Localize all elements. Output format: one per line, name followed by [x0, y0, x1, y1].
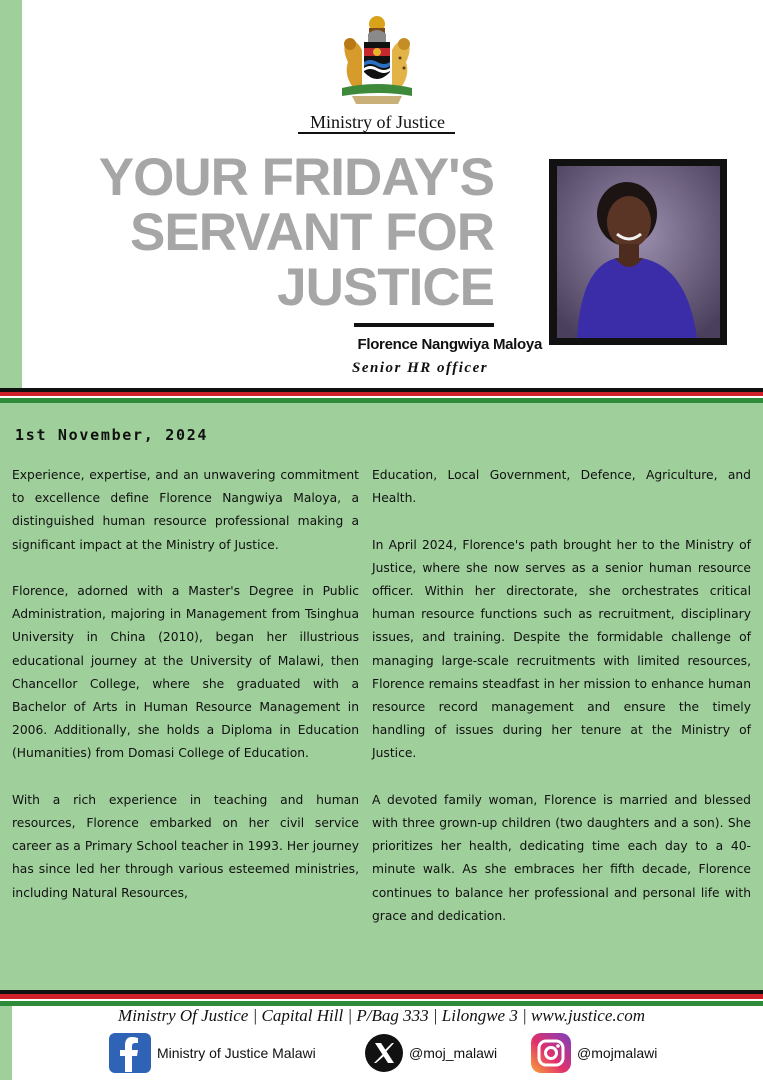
instagram-link[interactable] [530, 1032, 657, 1074]
headline-line-3: JUSTICE [277, 258, 494, 317]
left-accent-strip [0, 0, 22, 388]
x-icon [364, 1033, 404, 1073]
headline-line-2: SERVANT FOR [130, 203, 494, 262]
facebook-label: Ministry of Justice Malawi [157, 1045, 316, 1061]
instagram-label: @mojmalawi [577, 1045, 658, 1061]
instagram-icon [530, 1032, 572, 1074]
paragraph: Education, Local Government, Defence, Agriculture, and Health. [372, 468, 751, 506]
person-name: Florence Nangwiya Maloya [357, 336, 542, 353]
person-role: Senior HR officer [352, 360, 489, 376]
paragraph: A devoted family woman, Florence is married and blessed with three grown-up children (two daughters and a son). She prioritizes her health, dedicating time each day to a 40-minute walk. As she embraces her fifth decade, Florence continues to balance her professional and personal life with grace and dedication. [372, 792, 751, 923]
article-column-right [372, 464, 751, 951]
coat-of-arms-icon [334, 10, 420, 110]
paragraph: In April 2024, Florence's path brought her to the Ministry of Justice, where she now serves as a senior human resource officer. Within her directorate, she orchestrates critical human resource functions such as recruitment, disciplinary issues, and training. Despite the formidable challenge of managing large-scale recruitments with limited resources, Florence remains steadfast in her mission to enhance human resource record management and ensure the timely handling of issues during her tenure at the Ministry of Justice. [372, 537, 751, 761]
profile-photo [557, 166, 720, 338]
x-link[interactable] [364, 1032, 497, 1074]
article-date: 1st November, 2024 [15, 426, 209, 444]
footer-address: Ministry Of Justice | Capital Hill | P/Bag 333 | Lilongwe 3 | www.justice.com [118, 1006, 645, 1025]
headline-underline [354, 323, 494, 327]
facebook-link[interactable] [108, 1032, 316, 1074]
headline-line-1: YOUR FRIDAY'S [98, 148, 494, 207]
paragraph: Florence, adorned with a Master's Degree in Public Administration, majoring in Management from Tsinghua University in China (2010), began her illustrious educational journey at the University of Malawi, then Chancellor College, where she graduated with a Bachelor of Arts in Human Resource Management in 2006. Additionally, she holds a Diploma in Education (Humanities) from Domasi College of Education. [12, 584, 359, 761]
facebook-icon [108, 1032, 152, 1074]
paragraph: With a rich experience in teaching and human resources, Florence embarked on her civil service career as a Primary School teacher in 1993. Her journey has since led her through various esteemed ministries, including Natural Resources, [12, 792, 359, 900]
headline [60, 150, 494, 315]
ministry-title: Ministry of Justice [310, 112, 445, 132]
x-label: @moj_malawi [409, 1045, 498, 1061]
ministry-underline [298, 132, 455, 134]
paragraph: Experience, expertise, and an unwavering commitment to excellence define Florence Nangwiya Maloya, a distinguished human resource professional making a significant impact at the Ministry of Justice. [12, 468, 359, 552]
article-column-left [12, 464, 359, 928]
